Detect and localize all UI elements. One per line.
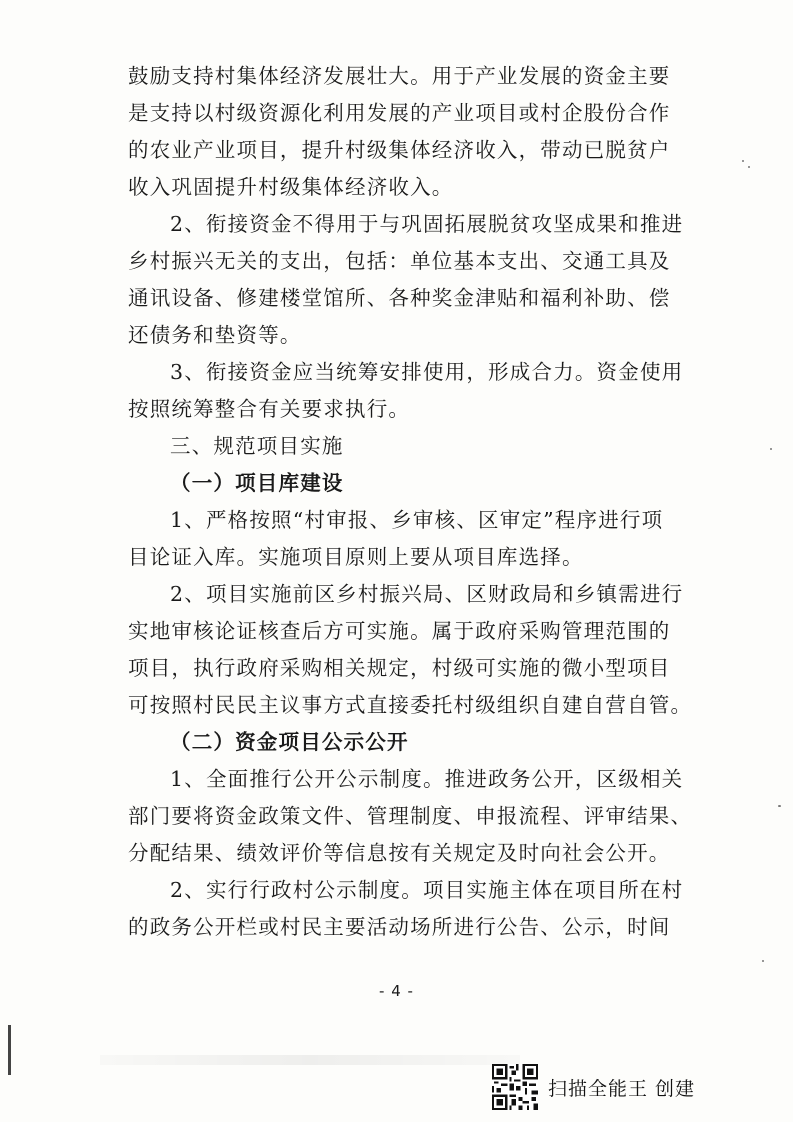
section-heading: 三、规范项目实施 bbox=[170, 434, 344, 458]
text-line: 的政务公开栏或村民主要活动场所进行公告、公示，时间 bbox=[128, 915, 671, 939]
subsection-heading: （二）资金项目公示公开 bbox=[170, 730, 409, 754]
text-line: 3、衔接资金应当统筹安排使用，形成合力。资金使用 bbox=[170, 360, 684, 384]
scan-speck bbox=[778, 805, 781, 807]
watermark-text: 扫描全能王 创建 bbox=[548, 1077, 696, 1100]
scan-speck bbox=[742, 160, 744, 162]
text-line: 项目，执行政府采购相关规定，村级可实施的微小型项目 bbox=[128, 656, 671, 680]
text-line: 是支持以村级资源化利用发展的产业项目或村企股份合作 bbox=[128, 101, 671, 125]
scan-speck bbox=[770, 448, 772, 450]
text-line: 收入巩固提升村级集体经济收入。 bbox=[128, 175, 454, 199]
text-line: 可按照村民民主议事方式直接委托村级组织自建自营自管。 bbox=[128, 693, 693, 717]
text-line: 1、全面推行公开公示制度。推进政务公开，区级相关 bbox=[170, 767, 684, 791]
text-line: 按照统筹整合有关要求执行。 bbox=[128, 397, 411, 421]
text-line: 2、衔接资金不得用于与巩固拓展脱贫攻坚成果和推进 bbox=[170, 212, 684, 236]
text-line: 分配结果、绩效评价等信息按有关规定及时向社会公开。 bbox=[128, 841, 671, 865]
scan-edge-mark bbox=[8, 1025, 11, 1075]
page-number: - 4 - bbox=[379, 982, 414, 1000]
text-line: 乡村振兴无关的支出，包括：单位基本支出、交通工具及 bbox=[128, 249, 671, 273]
scan-speck bbox=[748, 166, 750, 168]
scan-speck bbox=[762, 960, 764, 962]
text-line: 2、项目实施前区乡村振兴局、区财政局和乡镇需进行 bbox=[170, 582, 684, 606]
subsection-heading: （一）项目库建设 bbox=[170, 471, 344, 495]
text-line: 1、严格按照“村审报、乡审核、区审定”程序进行项 bbox=[170, 508, 664, 532]
text-line: 通讯设备、修建楼堂馆所、各种奖金津贴和福利补助、偿 bbox=[128, 286, 671, 310]
text-line: 部门要将资金政策文件、管理制度、申报流程、评审结果、 bbox=[128, 804, 693, 828]
scanner-watermark bbox=[492, 1063, 695, 1111]
text-line: 的农业产业项目，提升村级集体经济收入，带动已脱贫户 bbox=[128, 138, 671, 162]
text-line: 鼓励支持村集体经济发展壮大。用于产业发展的资金主要 bbox=[128, 64, 671, 88]
document-body bbox=[128, 58, 693, 946]
text-line: 目论证入库。实施项目原则上要从项目库选择。 bbox=[128, 545, 584, 569]
text-line: 还债务和垫资等。 bbox=[128, 323, 302, 347]
scan-noise bbox=[100, 1055, 520, 1065]
qr-code-icon bbox=[492, 1064, 538, 1110]
text-line: 2、实行行政村公示制度。项目实施主体在项目所在村 bbox=[170, 878, 684, 902]
text-line: 实地审核论证核查后方可实施。属于政府采购管理范围的 bbox=[128, 619, 671, 643]
